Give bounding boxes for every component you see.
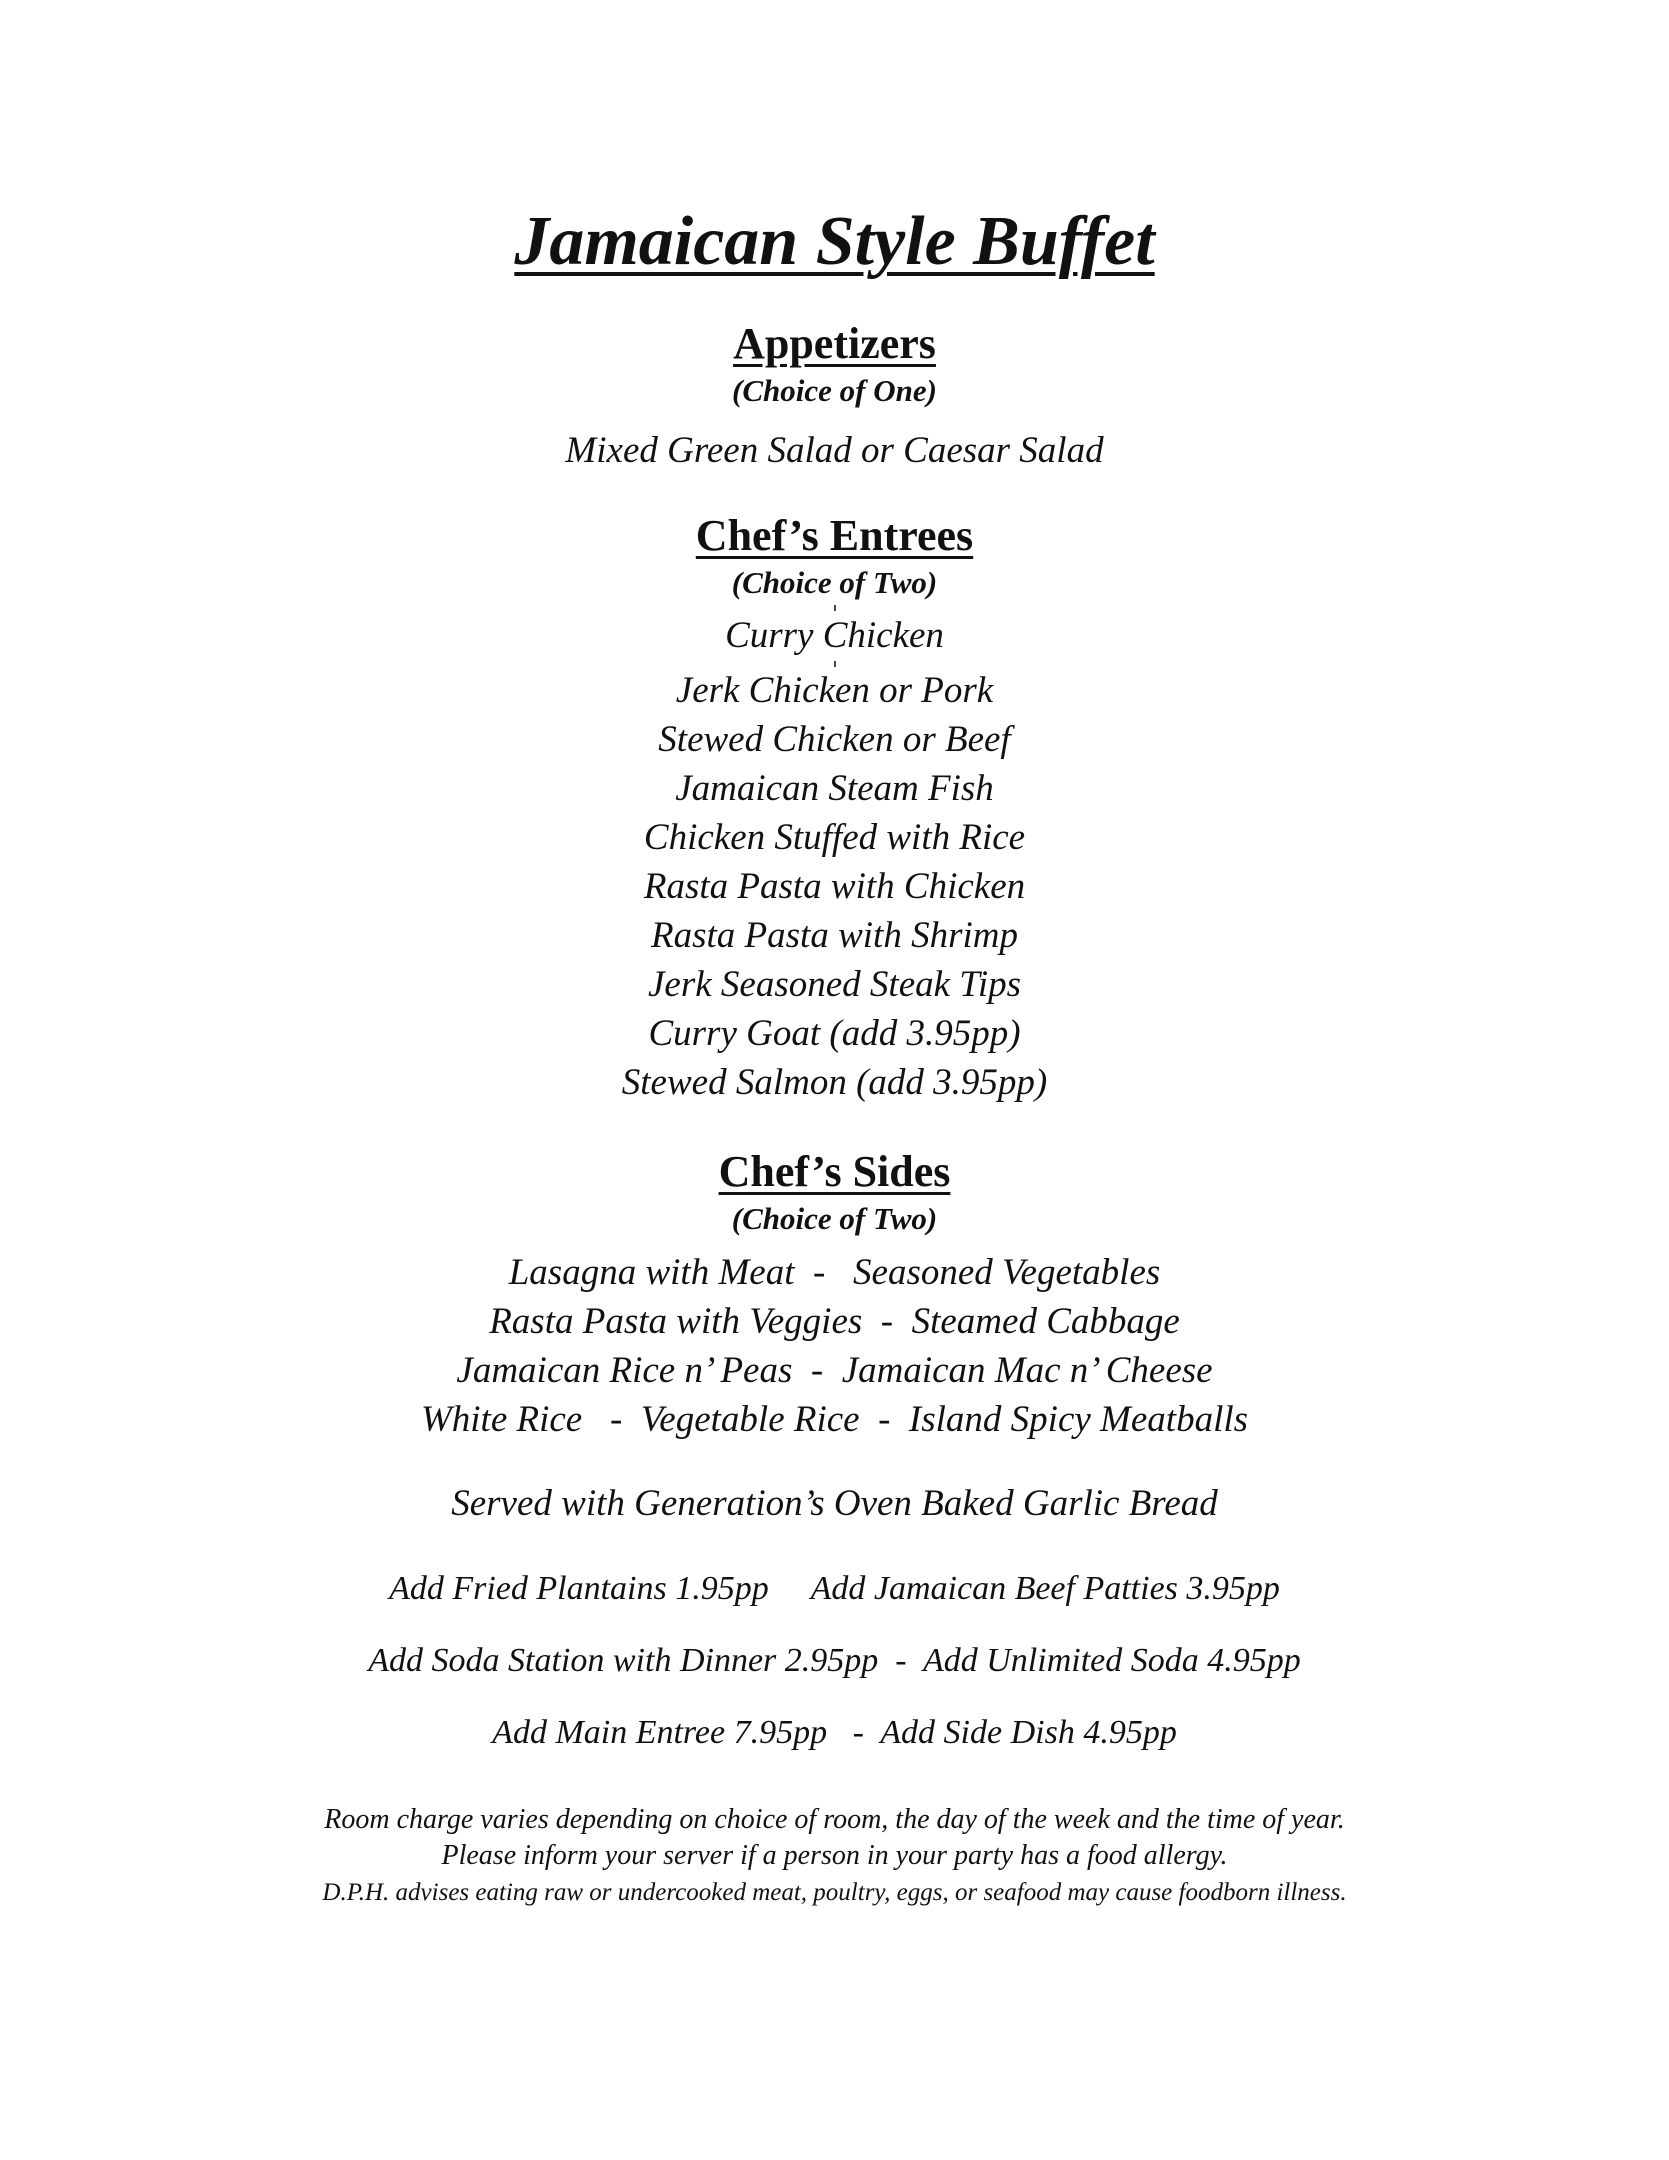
menu-item-side: Lasagna with Meat - Seasoned Vegetables [508,1252,1161,1293]
stray-mark [834,661,836,667]
menu-item-side: White Rice - Vegetable Rice - Island Spicy Meatballs [420,1399,1249,1440]
dph-advisory-note: D.P.H. advises eating raw or undercooked meat, poultry, eggs, or seafood may cause foodborn illness. [322,1879,1347,1906]
menu-item-entree: Stewed Chicken or Beef [658,719,1011,760]
section-heading-sides: Chef’s Sides [718,1147,951,1196]
stray-mark [834,605,836,611]
add-on-line: Add Soda Station with Dinner 2.95pp - Add Unlimited Soda 4.95pp [368,1642,1301,1679]
add-on-line: Add Fried Plantains 1.95pp Add Jamaican Beef Patties 3.95pp [389,1570,1280,1607]
menu-item-entree: Jerk Seasoned Steak Tips [648,964,1021,1005]
section-choice-sides: (Choice of Two) [731,1201,938,1236]
section-choice-entrees: (Choice of Two) [731,565,938,600]
menu-item-entree: Stewed Salmon (add 3.95pp) [621,1062,1048,1103]
menu-item-entree: Rasta Pasta with Chicken [643,866,1026,907]
served-with-note: Served with Generation’s Oven Baked Garlic Bread [451,1483,1218,1524]
menu-item-entree: Jamaican Steam Fish [675,768,994,809]
menu-item-entree: Rasta Pasta with Shrimp [651,915,1018,956]
section-heading-appetizers: Appetizers [733,319,936,368]
menu-item-appetizer: Mixed Green Salad or Caesar Salad [565,430,1104,471]
room-charge-note: Room charge varies depending on choice of room, the day of the week and the time of year. [324,1804,1345,1835]
section-heading-entrees: Chef’s Entrees [695,511,974,560]
menu-item-entree: Curry Chicken [725,615,944,656]
menu-item-entree: Jerk Chicken or Pork [675,670,994,711]
menu-item-side: Jamaican Rice n’ Peas - Jamaican Mac n’ Cheese [456,1350,1213,1391]
menu-item-entree: Curry Goat (add 3.95pp) [648,1013,1021,1054]
menu-item-entree: Chicken Stuffed with Rice [643,817,1026,858]
menu-title: Jamaican Style Buffet [514,203,1155,280]
menu-item-side: Rasta Pasta with Veggies - Steamed Cabbage [489,1301,1180,1342]
section-choice-appetizers: (Choice of One) [732,373,937,408]
add-on-line: Add Main Entree 7.95pp - Add Side Dish 4.95pp [492,1714,1177,1751]
allergy-note: Please inform your server if a person in your party has a food allergy. [441,1840,1228,1871]
